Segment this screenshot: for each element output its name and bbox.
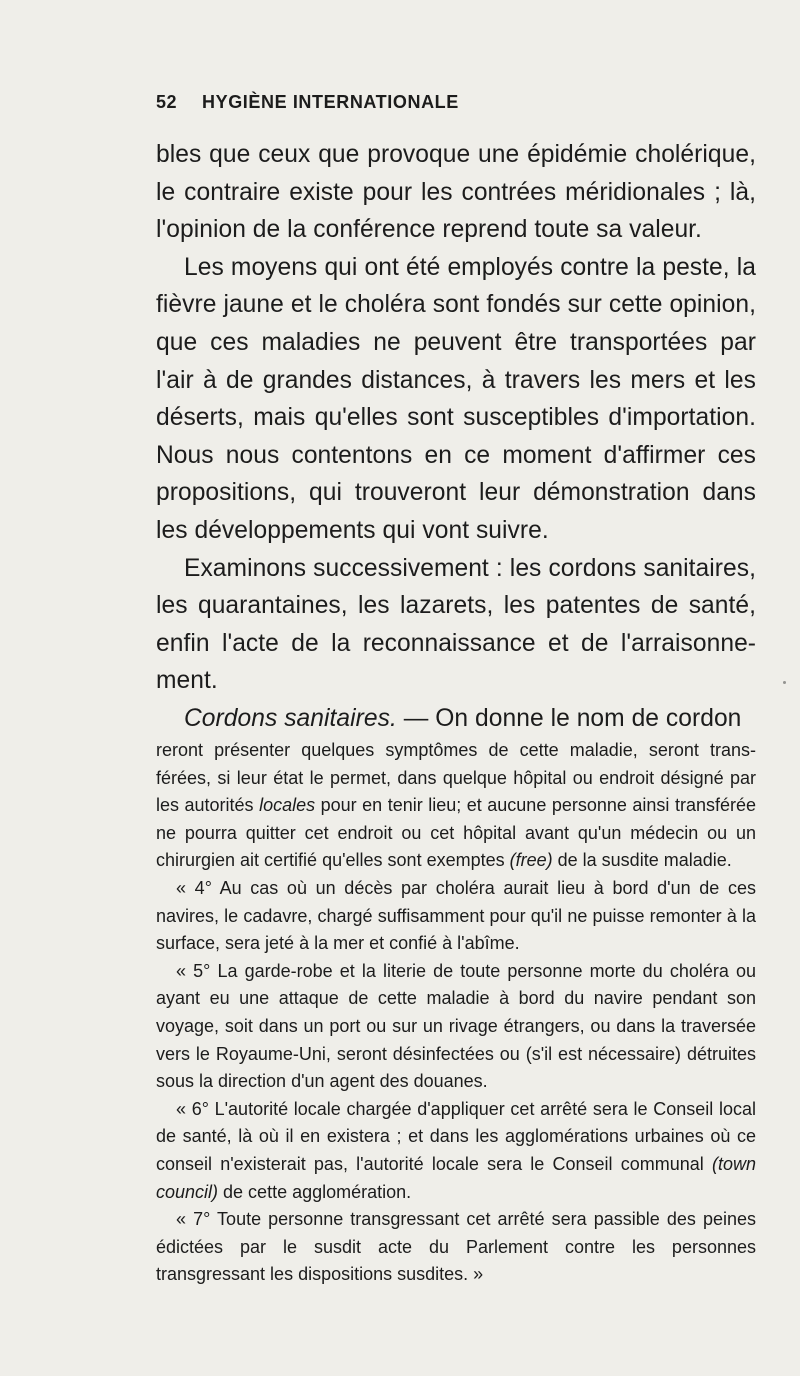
page-header bbox=[156, 92, 756, 122]
main-paragraph-3: Examinons successivement : les cordons sanitaires, les quarantaines, les lazarets, les patentes de santé, enfin l'acte de la reconnaissance et de l'arraisonnement. bbox=[156, 554, 756, 695]
page-number: 52 bbox=[156, 92, 178, 112]
footnote-text: « 6° L'autorité locale chargée d'appliquer cet arrêté sera le Conseil local de santé, là où il en existera ; et dans les agglomérations urbaines où ce conseil n'existerait pas, l'autorité locale sera le Conseil communal bbox=[156, 1098, 756, 1174]
footnote-paragraph-3: « 5° La garde-robe et la literie de toute personne morte du choléra ou ayant eu une attaque de cette maladie à bord du navire pendant son voyage, soit dans un port ou sur un rivage étrangers, ou dans la traversée vers le Royaume-Uni, seront désinfectées ou (s'il est nécessaire) détruites sous la direction d'un agent des douanes. bbox=[156, 960, 756, 1092]
footnote-italic-text: (free) bbox=[509, 850, 553, 871]
section-intro: — On donne le nom de cordon bbox=[396, 704, 742, 732]
footnote-paragraph-1 bbox=[156, 737, 756, 875]
main-text bbox=[156, 136, 756, 738]
main-paragraph-2: Les moyens qui ont été employés contre la peste, la fièvre jaune et le choléra sont fondés sur cette opinion, que ces maladies ne peuvent être transportées par l'air à de grandes distances, à travers les mers et les déserts, mais qu'elles sont susceptibles d'importation. Nous nous contentons en ce moment d'affirmer ces propositions, qui trouveront leur démonstration dans les développements qui vont suivre. bbox=[156, 253, 756, 544]
footnotes bbox=[156, 737, 756, 1289]
footnote-text: reront présenter quelques symptômes de cette maladie, seront transférées, si leur état le permet, dans quelque hôpital ou endroit désigné par les autorités bbox=[156, 740, 756, 816]
running-title: HYGIÈNE INTERNATIONALE bbox=[202, 92, 459, 112]
footnote-italic-text: (town council) bbox=[156, 1153, 756, 1202]
footnote-paragraph-4 bbox=[156, 1096, 756, 1206]
footnote-italic-text: locales bbox=[259, 795, 316, 816]
main-paragraph-1: bles que ceux que provoque une épidémie cholérique, le contraire existe pour les contrées méridionales ; là, l'opinion de la conférence reprend toute sa valeur. bbox=[156, 141, 756, 244]
main-paragraph-4 bbox=[156, 700, 756, 738]
footnote-paragraph-5: « 7° Toute personne transgressant cet arrêté sera passible des peines édictées par le susdit acte du Parlement contre les personnes transgressant les dispositions susdites. » bbox=[156, 1209, 756, 1285]
margin-mark bbox=[783, 681, 786, 684]
footnote-paragraph-2: « 4° Au cas où un décès par choléra aurait lieu à bord d'un de ces navires, le cadavre, chargé suffisamment pour qu'il ne puisse remonter à la surface, sera jeté à la mer et confié à l'abîme. bbox=[156, 877, 756, 954]
footnote-text: pour en tenir lieu; et aucune personne ainsi transférée ne pourra quitter cet endroit ou cet hôpital avant qu'un médecin ou un chirurgien ait certifié qu'elles sont exemptes bbox=[156, 795, 756, 871]
footnote-text: de cette agglomération. bbox=[218, 1181, 412, 1202]
section-title: Cordons sanitaires. bbox=[184, 704, 397, 732]
footnote-text: de la susdite maladie. bbox=[552, 850, 732, 871]
